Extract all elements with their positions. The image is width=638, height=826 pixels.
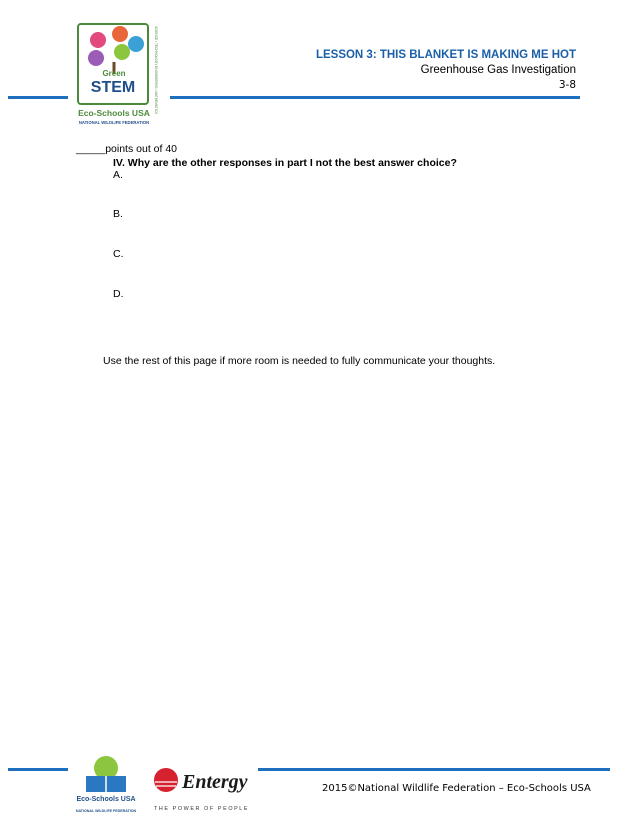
logo-stem-word: STEM [90,79,136,96]
logo-side-text: SCIENCE • TECHNOLOGY ENGINEERING • MATHEMATICS [154,26,158,115]
header-rule-left [8,96,68,99]
entergy-logo [152,760,264,816]
option-d: D. [113,288,124,300]
question-text: IV. Why are the other responses in part I not the best answer choice? [113,157,457,169]
leaf-pink-icon [90,32,106,48]
entergy-tagline: THE POWER OF PEOPLE [154,806,250,812]
lesson-title: LESSON 3: THIS BLANKET IS MAKING ME HOT [315,49,576,61]
header-text [316,48,576,93]
entergy-wordmark: Entergy [182,771,248,793]
entergy-sun-icon [154,768,178,792]
leaf-green-icon [114,44,130,60]
leaf-blue-icon [128,36,144,52]
footer-rule-left [8,768,68,771]
copyright-text: 2015©National Wildlife Federation – Eco-Schools USA [322,783,591,794]
option-c: C. [113,248,124,260]
extra-room-note: Use the rest of this page if more room is needed to fully communicate your thoughts. [103,355,496,367]
eco-logo-federation: NATIONAL WILDLIFE FEDERATION [76,809,136,813]
logo-org-name: Eco-Schools USA [78,108,150,118]
option-b: B. [113,208,123,220]
eco-logo-org: Eco-Schools USA [76,796,136,803]
footer-rule-right [258,768,610,771]
header-rule-right [170,96,580,99]
logo-federation: NATIONAL WILDLIFE FEDERATION [78,120,150,125]
leaf-purple-icon [88,50,104,66]
page-number: 3-8 [558,79,576,91]
points-line: _____points out of 40 [76,143,178,155]
lesson-subtitle: Greenhouse Gas Investigation [420,64,576,76]
leaf-orange-icon [112,26,128,42]
logo-green-word: Green [102,69,126,78]
option-a: A. [113,169,123,181]
eco-schools-logo [76,752,136,816]
green-stem-logo [76,22,166,128]
